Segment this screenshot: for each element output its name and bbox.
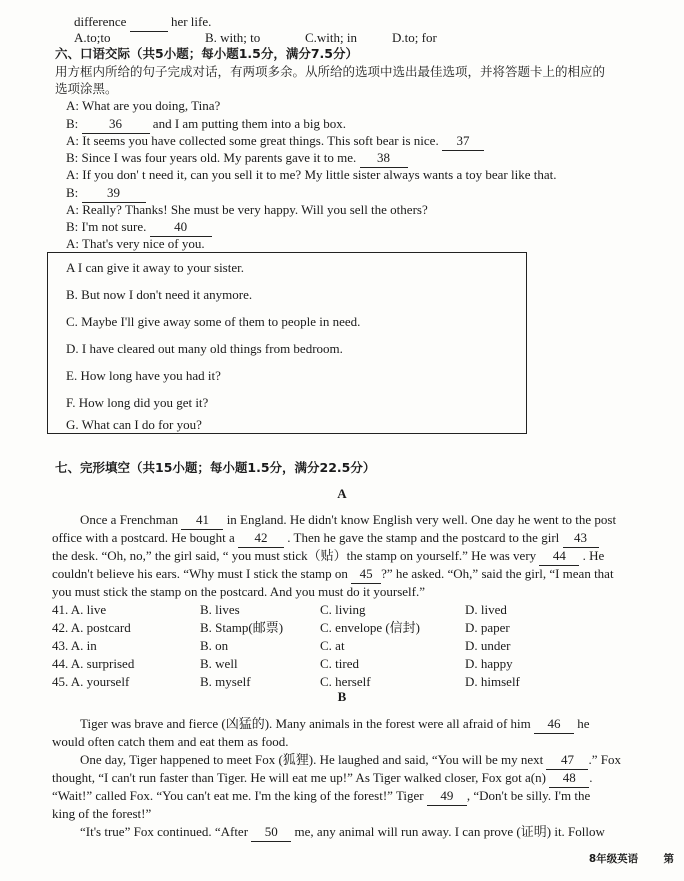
choice-42-d: D. paper [465, 620, 510, 635]
blank-47: 47 [546, 751, 588, 770]
passage-b-label: B [337, 689, 347, 704]
choice-41-d: D. lived [465, 602, 507, 617]
choice-45-d: D. himself [465, 674, 520, 689]
prev-option-c: C.with; in [305, 30, 358, 45]
passage-a-line-4: couldn't believe his ears. “Why must I stick the stamp on 45 ?” he asked. “Oh,” said the girl, “I mean that [52, 565, 614, 584]
choice-41-c: C. living [320, 602, 366, 617]
blank-49: 49 [427, 787, 467, 806]
section-6-instruction-1: 用方框内所给的句子完成对话，有两项多余。从所给的选项中选出最佳选项，并将答题卡上的相应的 [55, 64, 606, 79]
choice-43-b: B. on [200, 638, 229, 653]
choice-43-d: D. under [465, 638, 511, 653]
blank-44: 44 [539, 547, 579, 566]
choice-42-b: B. Stamp(邮票) [200, 620, 284, 635]
blank-45: 45 [351, 565, 381, 584]
options-box [47, 252, 527, 434]
choice-45-a: 45. A. yourself [52, 674, 130, 689]
passage-b-line-1: Tiger was brave and fierce (凶猛的). Many animals in the forest were all afraid of him 46 he [80, 715, 590, 734]
section-6-heading: 六、口语交际（共5小题；每小题1.5分，满分7.5分） [55, 46, 358, 61]
choice-43-a: 43. A. in [52, 638, 97, 653]
passage-b-line-4: thought, “I can't run faster than Tiger. He will eat me up!” As Tiger walked closer, Fox got a(n) 48 . [52, 769, 592, 788]
section-6-instruction-2: 选项涂黑。 [55, 81, 118, 96]
blank-41: 41 [181, 511, 223, 530]
prev-option-d: D.to; for [392, 30, 437, 45]
dialogue-line-8: B: I'm not sure. 40 [66, 218, 212, 237]
dialogue-line-7: A: Really? Thanks! She must be very happy. Will you sell the others? [66, 202, 428, 217]
passage-b-line-2: would often catch them and eat them as food. [52, 734, 289, 749]
blank-42: 42 [238, 529, 284, 548]
blank-50: 50 [251, 823, 291, 842]
choice-42-a: 42. A. postcard [52, 620, 131, 635]
blank-36: 36 [82, 115, 150, 134]
choice-44-b: B. well [200, 656, 238, 671]
footer-page-mark: 第 [663, 853, 674, 866]
passage-a-line-5: you must stick the stamp on the postcard. And you must do it yourself.” [52, 584, 425, 599]
passage-a-label: A [337, 486, 347, 501]
choice-44-d: D. happy [465, 656, 513, 671]
dialogue-line-9: A: That's very nice of you. [66, 236, 205, 251]
passage-a-line-2: office with a postcard. He bought a 42 . Then he gave the stamp and the postcard to the girl 43 [52, 529, 599, 548]
choice-45-b: B. myself [200, 674, 251, 689]
choice-41-b: B. lives [200, 602, 240, 617]
dialogue-line-3: A: It seems you have collected some great things. This soft bear is nice. 37 [66, 132, 484, 151]
passage-b-line-6: king of the forest!” [52, 806, 152, 821]
prev-option-a: A.to;to [74, 30, 111, 45]
passage-b-line-3: One day, Tiger happened to meet Fox (狐狸). He laughed and said, “You will be my next 47 .” Fox [80, 751, 621, 770]
blank-43: 43 [563, 529, 599, 548]
box-option-e: E. How long have you had it? [66, 368, 221, 383]
passage-b-line-5: “Wait!” called Fox. “You can't eat me. I'm the king of the forest!” Tiger 49 , “Don't be silly. I'm the [52, 787, 590, 806]
box-option-f: F. How long did you get it? [66, 395, 209, 410]
blank-48: 48 [549, 769, 589, 788]
box-option-d: D. I have cleared out many old things from bedroom. [66, 341, 343, 356]
blank-39: 39 [82, 184, 146, 203]
passage-a-line-1: Once a Frenchman 41 in England. He didn't know English very well. One day he went to the post [80, 511, 616, 530]
dialogue-line-2: B: 36 and I am putting them into a big box. [66, 115, 346, 134]
answer-blank [130, 13, 168, 32]
page-footer [589, 851, 674, 869]
choice-44-c: C. tired [320, 656, 359, 671]
prev-option-b: B. with; to [205, 30, 261, 45]
choice-43-c: C. at [320, 638, 345, 653]
dialogue-line-1: A: What are you doing, Tina? [66, 98, 221, 113]
footer-label: 8年级英语 [588, 853, 639, 866]
box-option-c: C. Maybe I'll give away some of them to people in need. [66, 314, 361, 329]
blank-46: 46 [534, 715, 574, 734]
box-option-g: G. What can I do for you? [66, 417, 202, 432]
blank-38: 38 [360, 149, 408, 168]
passage-b-line-7: “It's true” Fox continued. “After 50 me, any animal will run away. I can prove (证明) it. Follow [80, 823, 605, 842]
choice-42-c: C. envelope (信封) [320, 620, 421, 635]
choice-44-a: 44. A. surprised [52, 656, 135, 671]
section-7-heading: 七、完形填空（共15小题；每小题1.5分，满分22.5分） [55, 460, 376, 475]
prev-question-text-a: difference [74, 14, 127, 29]
prev-question-text-b: her life. [170, 14, 212, 29]
choice-41-a: 41. A. live [52, 602, 107, 617]
passage-a-line-3: the desk. “Oh, no,” the girl said, “ you must stick（贴）the stamp on yourself.” He was very 44 . He [52, 547, 604, 566]
blank-37: 37 [442, 132, 484, 151]
choice-45-c: C. herself [320, 674, 371, 689]
box-option-b: B. But now I don't need it anymore. [66, 287, 253, 302]
box-option-a: A I can give it away to your sister. [66, 260, 244, 275]
blank-40: 40 [150, 218, 212, 237]
dialogue-line-5: A: If you don' t need it, can you sell it to me? My little sister always wants a toy bear like that. [66, 167, 557, 182]
dialogue-line-4: B: Since I was four years old. My parents gave it to me. 38 [66, 149, 408, 168]
dialogue-line-6: B: 39 [66, 184, 146, 203]
